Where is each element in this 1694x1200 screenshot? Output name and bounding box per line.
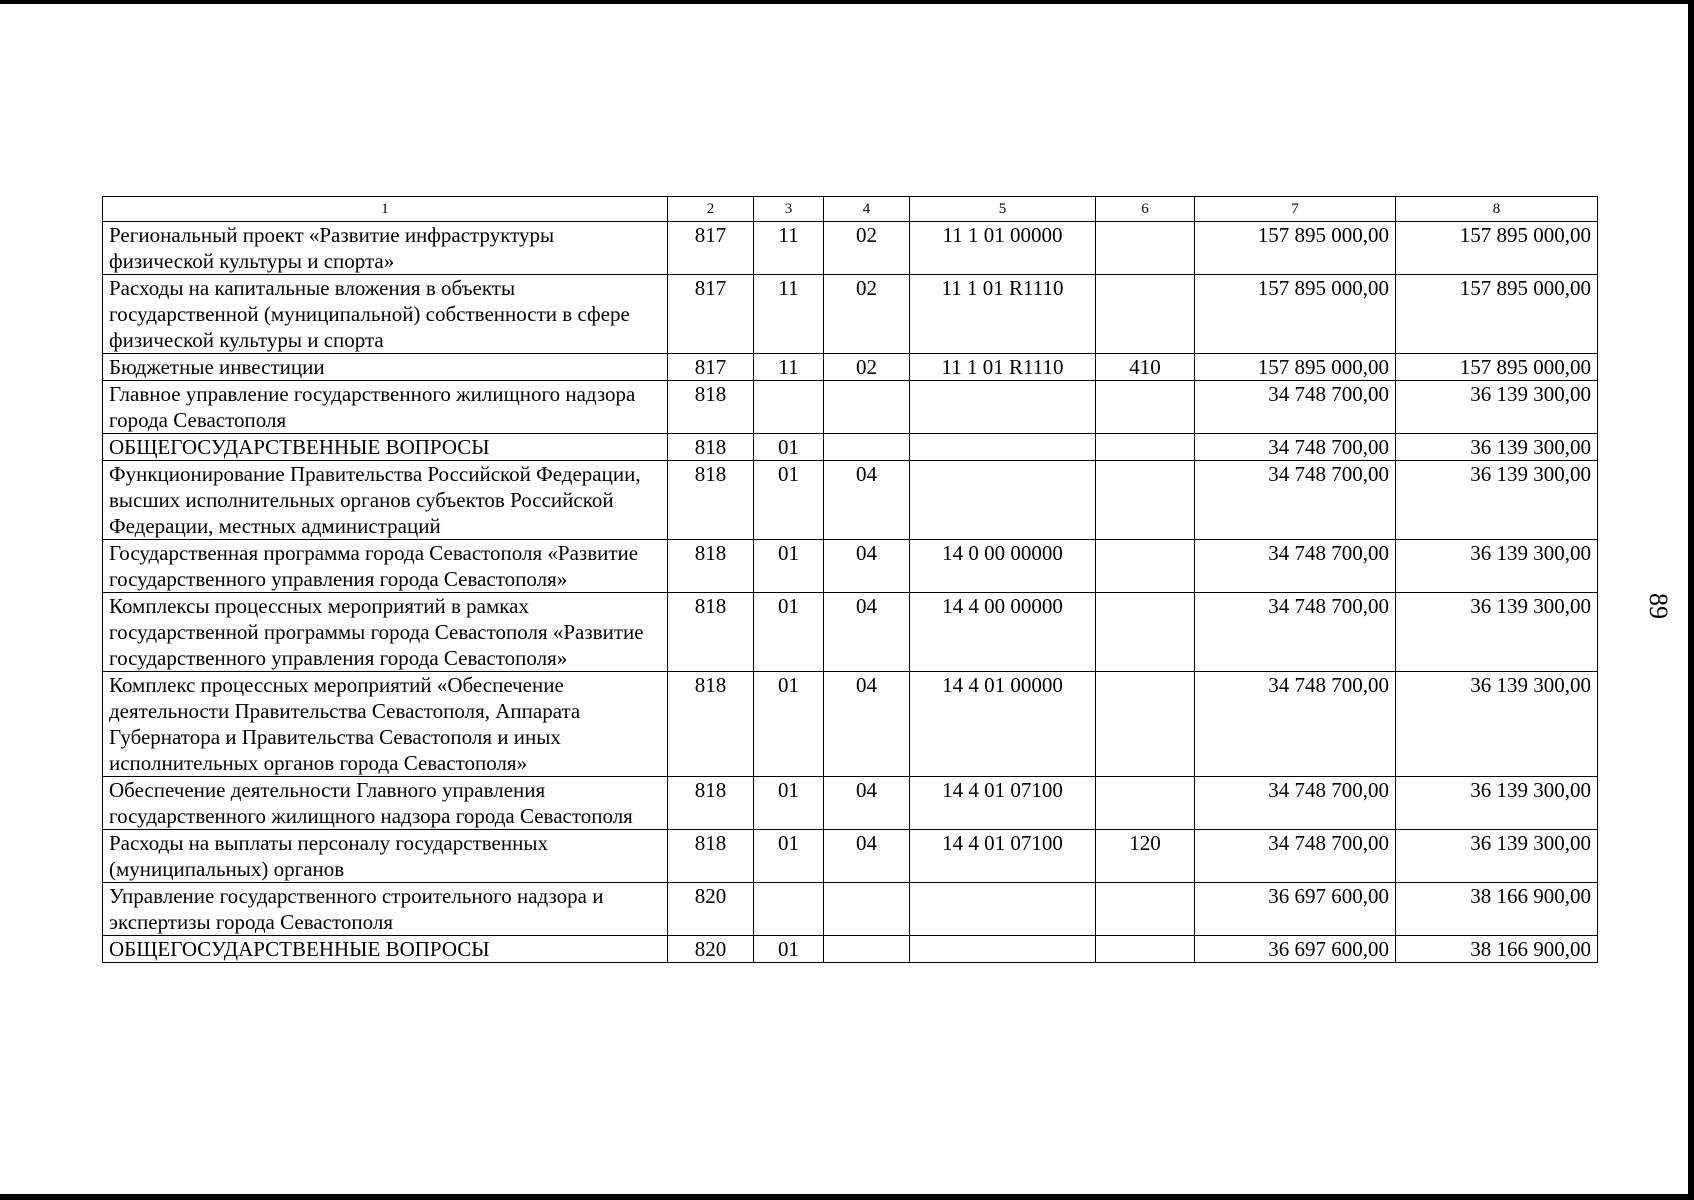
row-subsection [824,883,910,936]
table-row [103,777,1598,830]
row-expense-type [1096,883,1195,936]
row-grbs: 817 [668,275,754,354]
row-target-article: 14 4 01 00000 [910,672,1096,777]
table-row [103,593,1598,672]
row-name: Управление государственного строительного надзора и экспертизы города Севастополя [103,883,668,936]
row-sum-2: 157 895 000,00 [1396,275,1598,354]
row-expense-type [1096,461,1195,540]
row-expense-type: 120 [1096,830,1195,883]
row-sum-1: 34 748 700,00 [1195,777,1396,830]
row-name: ОБЩЕГОСУДАРСТВЕННЫЕ ВОПРОСЫ [103,936,668,963]
row-sum-1: 34 748 700,00 [1195,381,1396,434]
row-target-article: 11 1 01 00000 [910,222,1096,275]
row-sum-2: 38 166 900,00 [1396,936,1598,963]
row-sum-1: 34 748 700,00 [1195,672,1396,777]
header-cell: 6 [1096,197,1195,222]
row-name: Функционирование Правительства Российской Федерации, высших исполнительных органов субъектов Российской Федерации, местных администраций [103,461,668,540]
row-expense-type [1096,777,1195,830]
scan-border-top [0,0,1694,4]
row-name: Государственная программа города Севастополя «Развитие государственного управления города Севастополя» [103,540,668,593]
table-row [103,830,1598,883]
row-grbs: 818 [668,540,754,593]
row-name: Обеспечение деятельности Главного управления государственного жилищного надзора города Севастополя [103,777,668,830]
row-grbs: 818 [668,777,754,830]
row-expense-type [1096,275,1195,354]
row-sum-2: 36 139 300,00 [1396,672,1598,777]
row-target-article: 11 1 01 R1110 [910,275,1096,354]
row-grbs: 817 [668,354,754,381]
row-subsection: 04 [824,540,910,593]
row-grbs: 818 [668,381,754,434]
row-subsection: 04 [824,777,910,830]
row-section: 01 [754,936,824,963]
row-section: 01 [754,540,824,593]
row-subsection [824,434,910,461]
row-subsection: 02 [824,275,910,354]
row-target-article: 14 4 00 00000 [910,593,1096,672]
header-cell: 5 [910,197,1096,222]
page-number: 89 [1644,593,1673,619]
row-sum-1: 34 748 700,00 [1195,434,1396,461]
row-section: 01 [754,461,824,540]
row-target-article [910,883,1096,936]
row-sum-1: 157 895 000,00 [1195,354,1396,381]
row-grbs: 818 [668,593,754,672]
row-sum-2: 36 139 300,00 [1396,830,1598,883]
table-row [103,434,1598,461]
row-subsection: 02 [824,222,910,275]
row-expense-type [1096,936,1195,963]
row-name: Главное управление государственного жилищного надзора города Севастополя [103,381,668,434]
row-sum-2: 38 166 900,00 [1396,883,1598,936]
row-sum-2: 36 139 300,00 [1396,540,1598,593]
table-row [103,354,1598,381]
row-grbs: 818 [668,434,754,461]
row-target-article [910,434,1096,461]
row-name: Комплексы процессных мероприятий в рамках государственной программы города Севастополя «Развитие государственного управления города Севастополя» [103,593,668,672]
row-expense-type: 410 [1096,354,1195,381]
row-name: Региональный проект «Развитие инфраструктуры физической культуры и спорта» [103,222,668,275]
row-subsection: 04 [824,593,910,672]
row-expense-type [1096,381,1195,434]
row-section [754,883,824,936]
header-cell: 4 [824,197,910,222]
row-section: 11 [754,354,824,381]
row-target-article [910,461,1096,540]
table-row [103,540,1598,593]
row-sum-1: 157 895 000,00 [1195,222,1396,275]
row-section: 01 [754,777,824,830]
row-name: Расходы на выплаты персоналу государственных (муниципальных) органов [103,830,668,883]
row-section: 01 [754,672,824,777]
row-grbs: 818 [668,461,754,540]
row-sum-2: 36 139 300,00 [1396,461,1598,540]
row-sum-1: 36 697 600,00 [1195,883,1396,936]
row-sum-2: 157 895 000,00 [1396,222,1598,275]
row-subsection: 02 [824,354,910,381]
table-row [103,883,1598,936]
row-sum-2: 36 139 300,00 [1396,381,1598,434]
row-sum-2: 157 895 000,00 [1396,354,1598,381]
table-row [103,461,1598,540]
row-expense-type [1096,222,1195,275]
row-name: Расходы на капитальные вложения в объекты государственной (муниципальной) собственности в сфере физической культуры и спорта [103,275,668,354]
row-subsection: 04 [824,672,910,777]
row-section: 01 [754,593,824,672]
row-sum-1: 36 697 600,00 [1195,936,1396,963]
row-sum-1: 34 748 700,00 [1195,461,1396,540]
row-section: 01 [754,434,824,461]
row-subsection [824,936,910,963]
row-target-article [910,381,1096,434]
row-sum-1: 34 748 700,00 [1195,593,1396,672]
row-subsection: 04 [824,461,910,540]
table-row [103,381,1598,434]
row-section: 01 [754,830,824,883]
scan-border-right [1688,0,1694,1200]
header-cell: 8 [1396,197,1598,222]
row-sum-1: 34 748 700,00 [1195,540,1396,593]
row-expense-type [1096,672,1195,777]
row-expense-type [1096,434,1195,461]
table-row [103,222,1598,275]
row-subsection [824,381,910,434]
row-name: Комплекс процессных мероприятий «Обеспечение деятельности Правительства Севастополя, Аппарата Губернатора и Правительства Севастополя и иных исполнительных органов города Севастополя» [103,672,668,777]
row-sum-2: 36 139 300,00 [1396,593,1598,672]
row-expense-type [1096,593,1195,672]
row-section [754,381,824,434]
row-section: 11 [754,222,824,275]
row-section: 11 [754,275,824,354]
row-target-article: 14 4 01 07100 [910,830,1096,883]
header-cell: 1 [103,197,668,222]
row-grbs: 820 [668,936,754,963]
table-header [103,197,1598,222]
row-name: Бюджетные инвестиции [103,354,668,381]
header-row [103,197,1598,222]
row-sum-1: 157 895 000,00 [1195,275,1396,354]
row-target-article: 14 0 00 00000 [910,540,1096,593]
row-grbs: 820 [668,883,754,936]
row-target-article: 14 4 01 07100 [910,777,1096,830]
row-grbs: 818 [668,830,754,883]
row-sum-2: 36 139 300,00 [1396,777,1598,830]
header-cell: 2 [668,197,754,222]
row-sum-1: 34 748 700,00 [1195,830,1396,883]
row-subsection: 04 [824,830,910,883]
row-grbs: 818 [668,672,754,777]
header-cell: 7 [1195,197,1396,222]
header-cell: 3 [754,197,824,222]
table-row [103,275,1598,354]
row-target-article: 11 1 01 R1110 [910,354,1096,381]
table-row [103,936,1598,963]
row-name: ОБЩЕГОСУДАРСТВЕННЫЕ ВОПРОСЫ [103,434,668,461]
row-sum-2: 36 139 300,00 [1396,434,1598,461]
table-row [103,672,1598,777]
scan-border-bottom [0,1194,1694,1200]
table-body [103,222,1598,963]
row-target-article [910,936,1096,963]
row-grbs: 817 [668,222,754,275]
row-expense-type [1096,540,1195,593]
budget-table [102,196,1598,963]
